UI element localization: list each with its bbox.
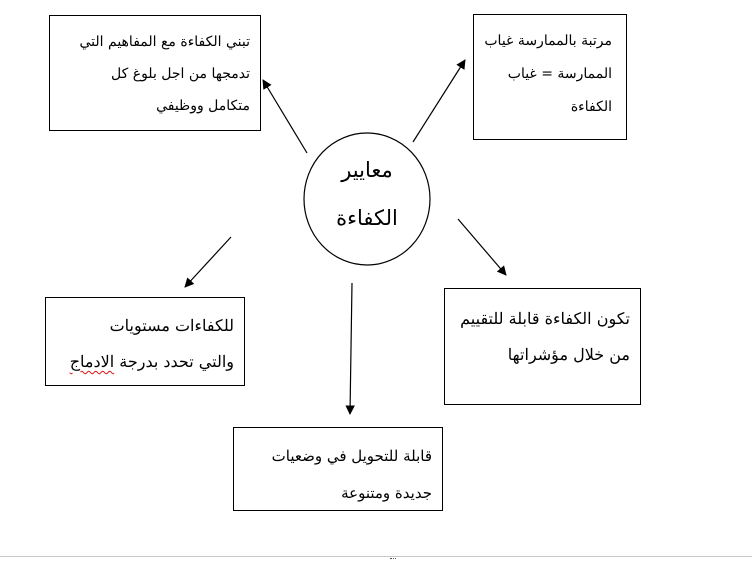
criterion-text-line: تدمجها من اجل بلوغ كل xyxy=(111,66,250,82)
arrow-to-bottom xyxy=(350,283,352,414)
arrow-to-mid-right xyxy=(458,219,506,275)
criterion-text-line: قابلة للتحويل في وضعيات xyxy=(271,447,432,465)
spellcheck-flagged-word: الادماج xyxy=(69,352,115,371)
center-label-line-1: معايير xyxy=(341,158,393,182)
criterion-text-line xyxy=(52,344,234,380)
center-label-line-2: الكفاءة xyxy=(336,206,398,230)
criterion-text-line: الكفاءة xyxy=(570,99,612,115)
arrow-to-top-right xyxy=(413,60,465,142)
center-label xyxy=(305,146,429,242)
criterion-box-levels xyxy=(45,297,245,386)
criterion-text-line: الممارسة = غياب xyxy=(507,66,612,82)
arrow-to-top-left xyxy=(263,80,307,153)
criterion-text-line: من خلال مؤشراتها xyxy=(507,345,630,364)
page-bottom-rule xyxy=(0,556,752,557)
criterion-text-fragment: والتي تحدد بدرجة xyxy=(119,352,234,371)
criterion-box-assessment xyxy=(444,288,641,405)
criterion-text-line: مرتبة بالممارسة غياب xyxy=(484,33,612,49)
criterion-box-transfer xyxy=(233,427,443,511)
arrow-to-mid-left xyxy=(185,237,231,287)
criterion-text-line: تكون الكفاءة قابلة للتقييم xyxy=(460,309,630,328)
criterion-text-line: جديدة ومتنوعة xyxy=(341,484,432,502)
criterion-box-integration xyxy=(49,15,261,131)
criterion-box-practice xyxy=(473,14,627,140)
criterion-text-line: تبني الكفاءة مع المفاهيم التي xyxy=(79,34,250,50)
criterion-text-line: للكفاءات مستويات xyxy=(109,316,234,335)
page-break-marker xyxy=(390,558,396,563)
criterion-text-line: متكامل ووظيفي xyxy=(156,98,250,114)
